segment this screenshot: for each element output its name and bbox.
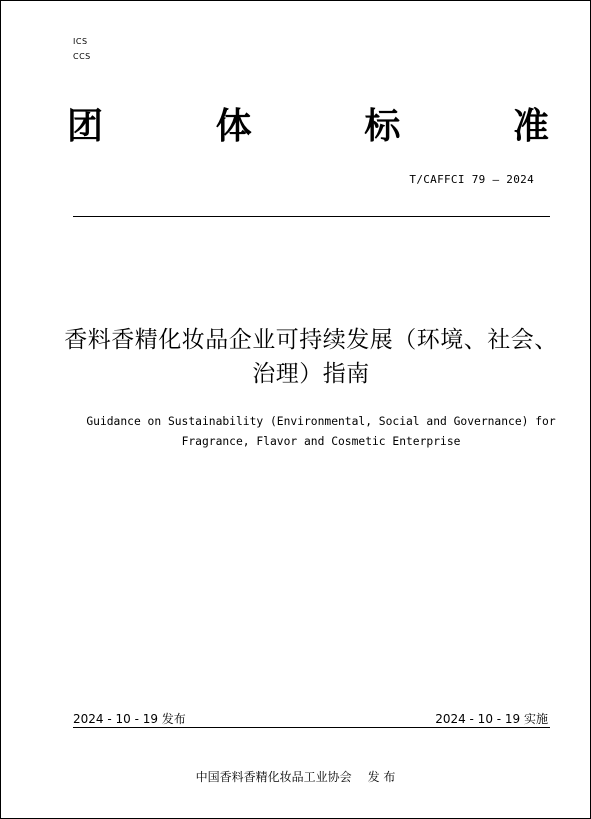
chinese-title: [41, 323, 581, 391]
english-title-line-2: Fragrance, Flavor and Cosmetic Enterprise: [181, 435, 461, 448]
standard-number: T/CAFFCI 79 — 2024: [409, 173, 534, 186]
standard-type-char: 团: [67, 106, 104, 147]
publisher-name: 中国香料香精化妆品工业协会: [195, 770, 352, 784]
english-title: [71, 412, 571, 452]
publisher-line: [1, 768, 590, 785]
implementation-date: 2024 - 10 - 19 实施: [435, 712, 548, 726]
chinese-title-line-2: 治理）指南: [252, 361, 370, 387]
publish-action: 发 布: [367, 770, 396, 784]
standard-type-char: 体: [215, 106, 252, 147]
standard-type-char: 准: [512, 106, 549, 147]
bottom-divider: [73, 727, 550, 728]
standard-type-heading: [67, 105, 549, 149]
ics-code-label: ICS: [73, 37, 88, 46]
standard-type-char: 标: [364, 106, 401, 147]
chinese-title-line-1: 香料香精化妆品企业可持续发展（环境、社会、: [64, 327, 558, 353]
issue-date: 2024 - 10 - 19 发布: [73, 712, 186, 726]
ccs-code-label: CCS: [73, 52, 91, 61]
english-title-line-1: Guidance on Sustainability (Environmental, Social and Governance) for: [86, 415, 556, 428]
top-divider: [73, 216, 550, 217]
